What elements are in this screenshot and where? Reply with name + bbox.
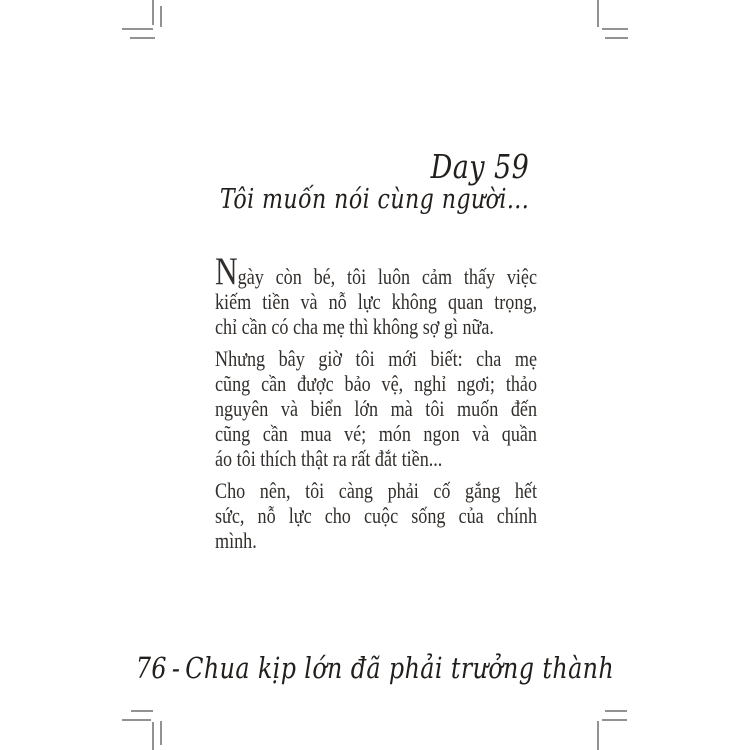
crop-mark-line: [160, 721, 162, 745]
crop-mark-line: [605, 37, 628, 39]
footer-separator: -: [171, 651, 181, 685]
crop-mark-line: [605, 710, 627, 712]
crop-mark-line: [597, 721, 599, 750]
body-line: nguyên và biển lớn mà tôi muốn đến: [215, 396, 537, 421]
crop-mark-line: [131, 710, 153, 712]
paragraph: [215, 346, 537, 471]
body-line: sức, nỗ lực cho cuộc sống của chính: [215, 503, 537, 528]
crop-mark-line: [597, 0, 599, 27]
crop-mark-line: [602, 719, 627, 721]
body-line: mình.: [215, 528, 257, 553]
paragraph: [215, 478, 537, 553]
crop-mark-line: [602, 28, 628, 30]
chapter-header: [220, 149, 529, 215]
body-line: Ngày còn bé, tôi luôn cảm thấy việc: [215, 250, 538, 293]
body-text: [215, 250, 538, 553]
body-line: Cho nên, tôi càng phải cố gắng hết: [215, 478, 537, 503]
page-number: 76: [135, 651, 167, 685]
body-line: Nhưng bây giờ tôi mới biết: cha mẹ: [215, 346, 537, 371]
paragraph: [215, 250, 538, 339]
body-line: cũng cần được bảo vệ, nghỉ ngơi; thảo: [215, 371, 537, 396]
chapter-day-label: Day 59: [430, 147, 529, 186]
body-line: kiếm tiền và nỗ lực không quan trọng,: [215, 289, 537, 314]
crop-mark-line: [160, 6, 162, 27]
page-footer: [68, 650, 683, 686]
paragraph-initial-letter: N: [215, 250, 238, 293]
book-title: Chua kịp lớn đã phải trưởng thành: [185, 651, 615, 685]
body-line: áo tôi thích thật ra rất đắt tiền...: [215, 446, 443, 471]
crop-mark-line: [152, 722, 154, 750]
crop-mark-line: [130, 37, 155, 39]
body-line: chỉ cần có cha mẹ thì không sợ gì nữa.: [215, 314, 494, 339]
body-line: cũng cần mua vé; món ngon và quần: [215, 421, 537, 446]
crop-mark-line: [122, 28, 153, 30]
chapter-title: Tôi muốn nói cùng người...: [219, 184, 529, 215]
crop-mark-line: [122, 719, 151, 721]
crop-mark-line: [152, 0, 154, 25]
